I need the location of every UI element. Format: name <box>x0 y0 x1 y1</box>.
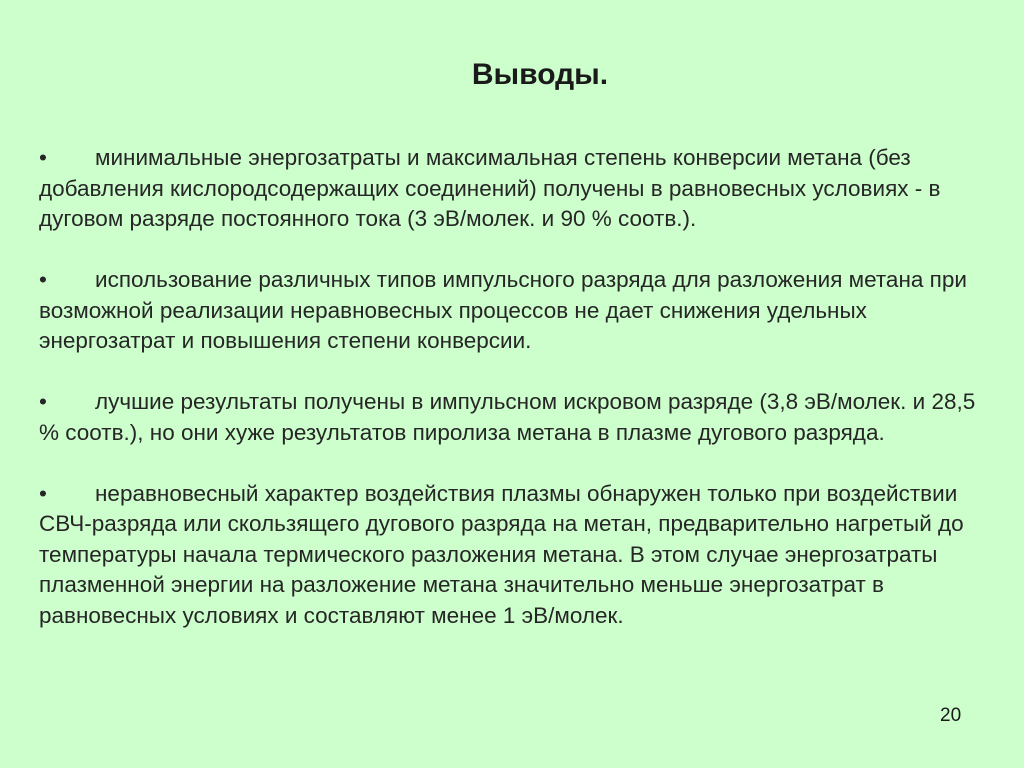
conclusion-text: использование различных типов импульсного разряда для разложения метана при возможной реализации неравновесных процессов не дает снижения удельных энергозатрат и повышения степени конверсии. <box>39 267 967 353</box>
conclusion-item-4 <box>39 479 989 632</box>
conclusion-text: минимальные энергозатраты и максимальная степень конверсии метана (без добавления кислородсодержащих соединений) получены в равновесных условиях - в дуговом разряде постоянного тока (3 эВ/молек. и 90 % соотв.). <box>39 145 941 231</box>
conclusion-item-2 <box>39 265 989 357</box>
page-number: 20 <box>940 705 962 726</box>
conclusion-item-1 <box>39 143 989 235</box>
conclusion-item-3 <box>39 387 989 448</box>
conclusion-text: неравновесный характер воздействия плазмы обнаружен только при воздействии СВЧ-разряда или скользящего дугового разряда на метан, предварительно нагретый до температуры начала термического разложения метана. В этом случае энергозатраты плазменной энергии на разложение метана значительно меньше энергозатрат в равновесных условиях и составляют менее 1 эВ/молек. <box>39 480 964 628</box>
slide-title: Выводы. <box>471 58 609 91</box>
bullet-icon: • <box>39 145 47 170</box>
bullet-icon: • <box>39 267 47 292</box>
bullet-icon: • <box>39 389 47 414</box>
conclusion-text: лучшие результаты получены в импульсном искровом разряде (3,8 эВ/молек. и 28,5 % соотв.), но они хуже результатов пиролиза метана в плазме дугового разряда. <box>39 389 976 445</box>
bullet-icon: • <box>39 480 47 506</box>
conclusions-list <box>39 143 989 662</box>
